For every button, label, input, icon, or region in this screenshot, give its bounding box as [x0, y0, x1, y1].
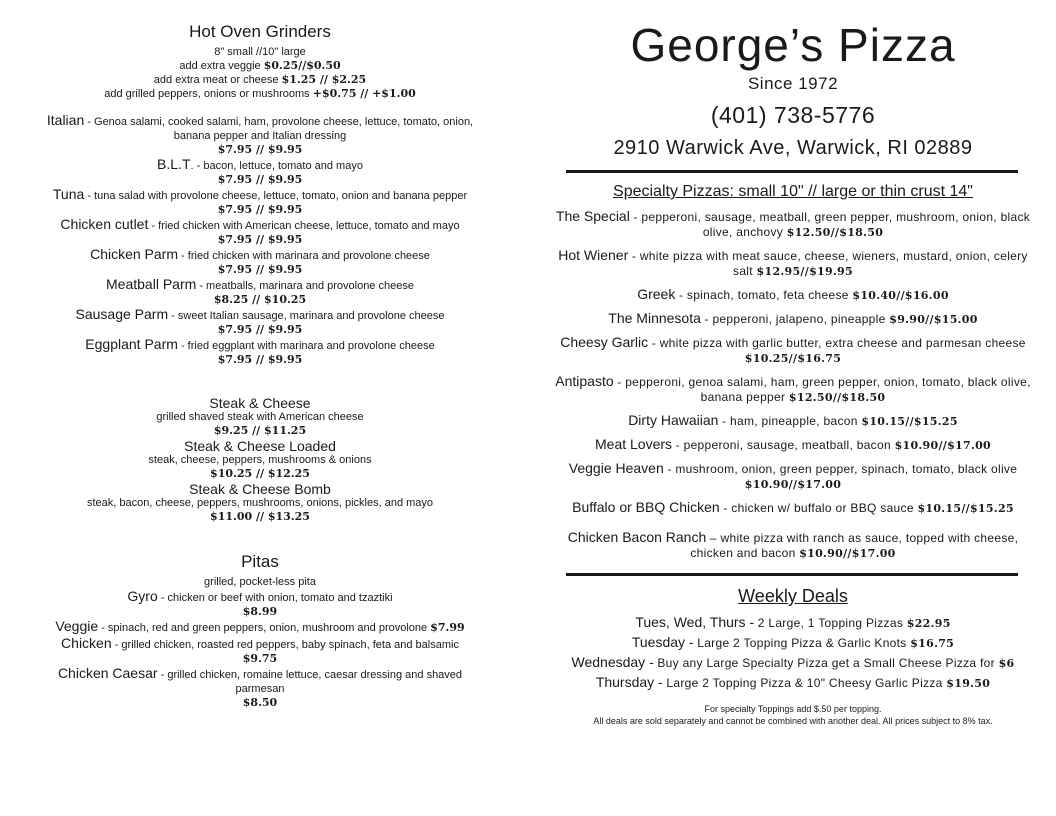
extra-veggie [40, 59, 480, 73]
deal-price: $22.95 [906, 617, 951, 630]
item-desc: - chicken or beef with onion, tomato and tzaztiki [157, 592, 393, 604]
divider [566, 573, 1018, 576]
item-desc: - grilled chicken, romaine lettuce, caesar dressing and shaved parmesan [157, 669, 463, 695]
item-name: Chicken Caesar [57, 665, 158, 681]
item-name: Meatball Parm [106, 276, 197, 292]
deal-tuesday [548, 633, 1038, 653]
extra-price: $0.25//$0.50 [263, 59, 341, 72]
deal-thursday [548, 673, 1038, 693]
pizza-price: $9.90//$15.00 [889, 313, 978, 326]
pita-chicken [40, 636, 480, 665]
pizza-name: Chicken Bacon Ranch [567, 529, 707, 545]
pizza-price: $12.50//$18.50 [786, 226, 884, 239]
pizza-greek [548, 287, 1038, 303]
steak-cheese [40, 395, 480, 437]
item-name: Sausage Parm [75, 306, 169, 322]
pizza-name: Cheesy Garlic [560, 334, 649, 350]
item-name: Chicken cutlet [60, 216, 149, 232]
pizza-buffalo-bbq-chicken [548, 500, 1038, 516]
grinder-sausage-parm [40, 307, 480, 336]
steak-cheese-loaded [40, 438, 480, 480]
item-desc: - fried eggplant with marinara and provolone cheese [177, 340, 435, 352]
deals-disclaimer: All deals are sold separately and cannot be combined with another deal. All prices subject to 8% tax. [593, 716, 993, 726]
deal-desc: 2 Large, 1 Topping Pizzas [754, 616, 907, 630]
pizza-the-special [548, 209, 1038, 240]
left-column [40, 22, 480, 710]
item-price: $10.25 // $12.25 [210, 467, 310, 480]
item-desc: - spinach, red and green peppers, onion, mushroom and provolone [98, 622, 428, 634]
deal-name: Wednesday - [571, 654, 654, 670]
grinder-blt [40, 157, 480, 186]
item-desc: - fried chicken with American cheese, lettuce, tomato and mayo [148, 220, 460, 232]
pizza-price: $12.50//$18.50 [788, 391, 886, 404]
pita-chicken-caesar [40, 666, 480, 709]
item-price: $8.99 [242, 605, 278, 618]
pizza-desc: - pepperoni, sausage, meatball, bacon [672, 438, 895, 452]
pizza-price: $10.15//$15.25 [917, 502, 1014, 515]
item-desc: . - bacon, lettuce, tomato and mayo [190, 160, 363, 172]
item-name: Chicken Parm [90, 246, 178, 262]
item-price: $9.25 // $11.25 [213, 424, 307, 437]
footnote [548, 703, 1038, 727]
grinder-italian [40, 113, 480, 156]
right-column [548, 18, 1038, 727]
item-desc: - grilled chicken, roasted red peppers, baby spinach, feta and balsamic [111, 639, 459, 651]
item-name: Steak & Cheese [209, 395, 311, 411]
deal-wednesday [548, 653, 1038, 673]
pizza-desc: - ham, pineapple, bacon [718, 414, 862, 428]
pizza-desc: - pepperoni, sausage, meatball, green pepper, mushroom, onion, black olive, anchovy [629, 210, 1031, 239]
pizza-price: $10.40//$16.00 [852, 289, 949, 302]
extra-meat [40, 73, 480, 87]
item-price: $7.95 // $9.95 [217, 173, 303, 186]
pizza-desc: - spinach, tomato, feta cheese [675, 288, 853, 302]
item-price: $8.50 [242, 696, 278, 709]
topping-note: For specialty Toppings add $.50 per topping. [704, 704, 882, 714]
pizza-price: $10.25//$16.75 [744, 352, 842, 365]
item-name: B.L.T [157, 156, 191, 172]
item-desc: - sweet Italian sausage, marinara and provolone cheese [168, 310, 445, 322]
deal-desc: Large 2 Topping Pizza & Garlic Knots [693, 636, 911, 650]
pizza-desc: – white pizza with ranch as sauce, topped with cheese, chicken and bacon [690, 531, 1019, 560]
pizza-desc: - white pizza with meat sauce, cheese, wieners, mustard, onion, celery salt [628, 249, 1028, 278]
item-name: Steak & Cheese Loaded [184, 438, 336, 454]
divider [566, 170, 1018, 173]
pizza-antipasto [548, 374, 1038, 405]
pizza-desc: - pepperoni, jalapeno, pineapple [700, 312, 890, 326]
steak-cheese-bomb [40, 481, 480, 523]
item-name: Eggplant Parm [85, 336, 178, 352]
pizza-cheesy-garlic [548, 335, 1038, 366]
pitas-title: Pitas [241, 552, 279, 571]
pizza-desc: - pepperoni, genoa salami, ham, green pepper, onion, tomato, black olive, banana pepper [613, 375, 1031, 404]
pizza-desc: - chicken w/ buffalo or BBQ sauce [719, 501, 918, 515]
item-name: Italian [46, 112, 85, 128]
item-name: Steak & Cheese Bomb [189, 481, 331, 497]
pizza-price: $10.90//$17.00 [744, 478, 842, 491]
deal-desc: Large 2 Topping Pizza & 10" Cheesy Garlic Pizza [662, 676, 947, 690]
phone-number: (401) 738-5776 [710, 102, 876, 128]
pizza-name: Veggie Heaven [568, 460, 664, 476]
pizza-name: Antipasto [555, 373, 614, 389]
pizza-name: The Minnesota [608, 310, 701, 326]
pizza-price: $10.90//$17.00 [799, 547, 896, 560]
item-price: $7.95 // $9.95 [217, 233, 303, 246]
extra-price: $1.25 // $2.25 [281, 73, 367, 86]
pitas-subtitle: grilled, pocket-less pita [204, 576, 316, 588]
item-price: $7.95 // $9.95 [217, 203, 303, 216]
extra-price: +$0.75 // +$1.00 [312, 87, 416, 100]
deal-price: $19.50 [946, 677, 991, 690]
deals-title: Weekly Deals [738, 586, 848, 606]
specialty-title: Specialty Pizzas: small 10" // large or thin crust 14" [613, 183, 973, 200]
pizza-hot-wiener [548, 248, 1038, 279]
extra-text: add grilled peppers, onions or mushrooms [104, 88, 310, 100]
item-price: $9.75 [242, 652, 278, 665]
pizza-name: Meat Lovers [595, 436, 673, 452]
item-name: Veggie [55, 618, 99, 634]
pizza-dirty-hawaiian [548, 413, 1038, 429]
pita-veggie [40, 619, 480, 635]
grinders-title: Hot Oven Grinders [189, 22, 331, 41]
extra-text: add extra meat or cheese [153, 74, 279, 86]
deal-name: Tues, Wed, Thurs - [635, 614, 755, 630]
pita-gyro [40, 589, 480, 618]
pizza-name: Hot Wiener [558, 247, 629, 263]
item-desc: - tuna salad with provolone cheese, lettuce, tomato, onion and banana pepper [84, 190, 468, 202]
pizza-meat-lovers [548, 437, 1038, 453]
pizza-name: Dirty Hawaiian [628, 412, 719, 428]
grinder-tuna [40, 187, 480, 216]
item-desc: - Genoa salami, cooked salami, ham, provolone cheese, lettuce, tomato, onion, banana pepper and Italian dressing [84, 116, 474, 142]
pizza-name: Buffalo or BBQ Chicken [572, 499, 720, 515]
pizza-price: $10.90//$17.00 [894, 439, 991, 452]
brand-title: George’s Pizza [630, 19, 956, 71]
item-desc: - fried chicken with marinara and provolone cheese [178, 250, 430, 262]
pizza-desc: - white pizza with garlic butter, extra cheese and parmesan cheese [648, 336, 1026, 350]
pizza-minnesota [548, 311, 1038, 327]
grinder-eggplant-parm [40, 337, 480, 366]
extra-text: add extra veggie [179, 60, 261, 72]
item-price: $11.00 // $13.25 [210, 510, 310, 523]
item-price: $7.95 // $9.95 [217, 353, 303, 366]
item-desc: - meatballs, marinara and provolone cheese [196, 280, 414, 292]
since-line: Since 1972 [747, 74, 839, 93]
extra-grilled [40, 87, 480, 101]
pizza-name: The Special [555, 208, 630, 224]
item-price: $7.95 // $9.95 [217, 263, 303, 276]
address: 2910 Warwick Ave, Warwick, RI 02889 [613, 137, 973, 159]
deal-tues-wed-thurs [548, 613, 1038, 633]
deal-desc: Buy any Large Specialty Pizza get a Small Cheese Pizza for [653, 656, 999, 670]
item-price: $8.25 // $10.25 [213, 293, 307, 306]
item-name: Gyro [127, 588, 158, 604]
pizza-price: $12.95//$19.95 [756, 265, 853, 278]
grinder-chicken-cutlet [40, 217, 480, 246]
item-price: $7.95 // $9.95 [217, 143, 303, 156]
grinder-chicken-parm [40, 247, 480, 276]
grinder-meatball-parm [40, 277, 480, 306]
pizza-name: Greek [637, 286, 676, 302]
pizza-chicken-bacon-ranch [548, 530, 1038, 561]
item-desc: steak, bacon, cheese, peppers, mushrooms, onions, pickles, and mayo [86, 497, 434, 509]
pizza-veggie-heaven [548, 461, 1038, 492]
deal-name: Tuesday - [631, 634, 694, 650]
pizza-desc: - mushroom, onion, green pepper, spinach, tomato, black olive [663, 462, 1018, 476]
item-desc: grilled shaved steak with American cheese [156, 411, 364, 423]
item-price: $7.99 [430, 621, 465, 634]
item-desc: steak, cheese, peppers, mushrooms & onions [148, 454, 372, 466]
deals-list [548, 613, 1038, 693]
deal-price: $16.75 [910, 637, 955, 650]
item-name: Tuna [52, 186, 85, 202]
item-name: Chicken [61, 635, 112, 651]
grinders-sizes: 8" small //10" large [214, 46, 306, 58]
deal-price: $6 [998, 657, 1015, 670]
item-price: $7.95 // $9.95 [217, 323, 303, 336]
deal-name: Thursday - [595, 674, 663, 690]
pizza-price: $10.15//$15.25 [861, 415, 958, 428]
